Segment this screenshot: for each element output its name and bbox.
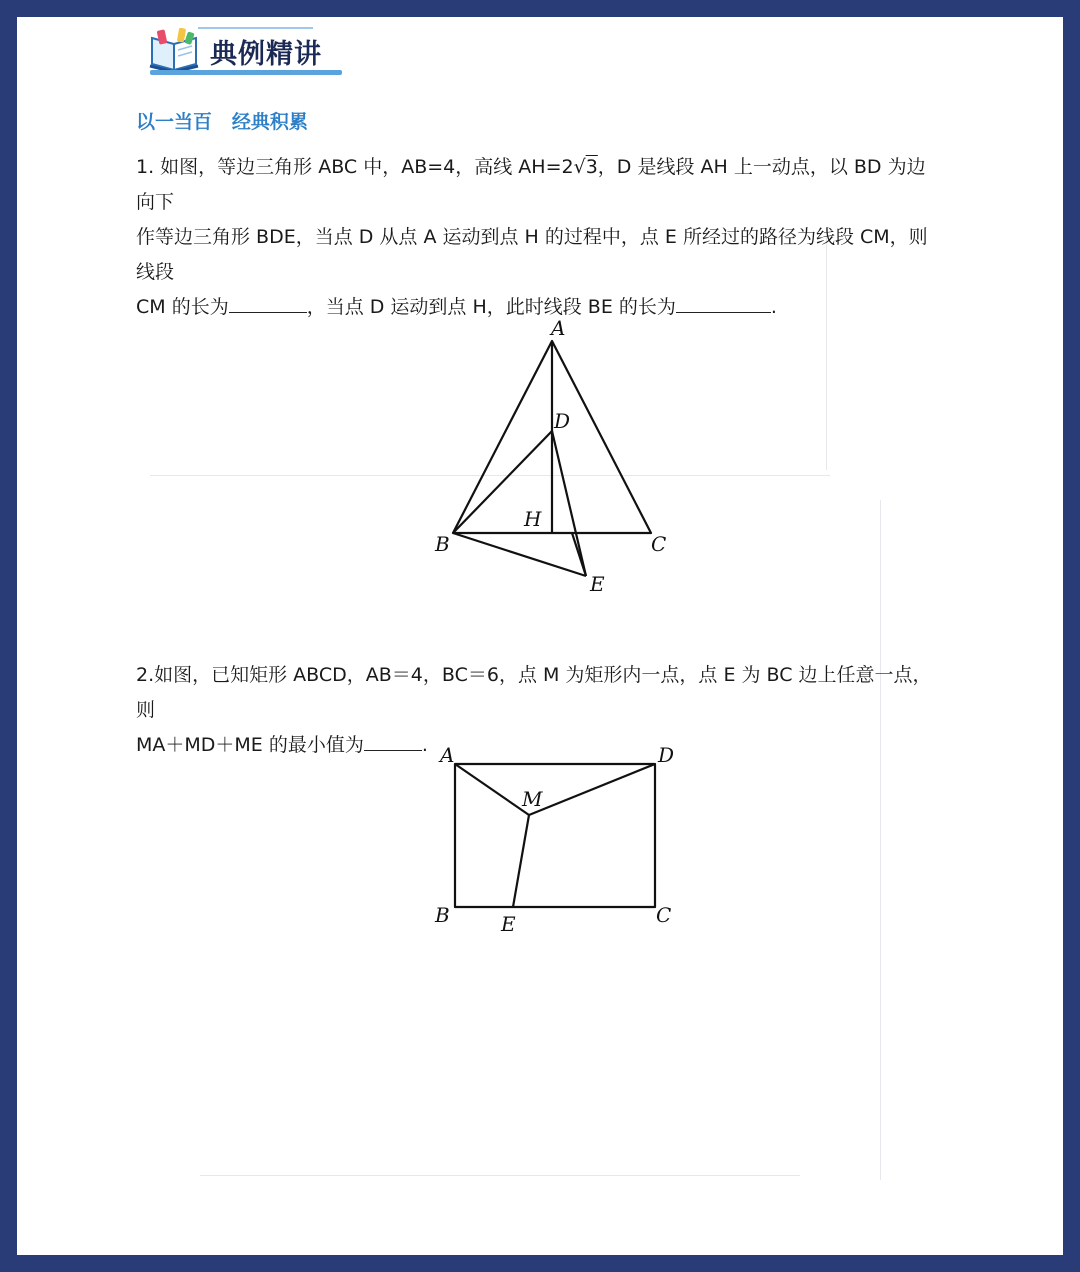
bleed-through-line (880, 500, 881, 1180)
label-e: E (501, 912, 516, 936)
label-a: A (551, 316, 566, 340)
problem-1-text: . (770, 296, 777, 318)
figure-1-triangle (420, 305, 700, 605)
problem-1-line-2: 作等边三角形 BDE，当点 D 从点 A 运动到点 H 的过程中，点 E 所经过的路径为线段 CM，则线段 (136, 226, 928, 283)
problem-1-text: 1. 如图，等边三角形 ABC 中，AB=4，高线 AH=2 (136, 156, 574, 178)
problem-2-text: MA＋MD＋ME 的最小值为 (136, 734, 364, 756)
label-m: M (522, 787, 543, 811)
answer-blank-cm[interactable] (229, 290, 307, 313)
label-c: C (651, 532, 667, 556)
label-e: E (590, 572, 605, 596)
problem-1 (136, 150, 936, 325)
segment-me (513, 815, 529, 907)
problem-2-text: . (421, 734, 428, 756)
figure-2-rectangle (430, 740, 680, 940)
label-c: C (656, 903, 672, 927)
label-d: D (658, 743, 675, 767)
label-d: D (554, 409, 571, 433)
header-decoration (198, 27, 313, 29)
header-title: 典例精讲 (210, 39, 322, 70)
section-label: 以一当百 经典积累 (136, 111, 308, 133)
problem-1-text: ，当点 D 运动到点 H，此时线段 BE 的长为 (306, 296, 676, 318)
problem-1-text: ，D 是线段 AH 上一动点，以 BD 为边向下 (136, 156, 926, 213)
answer-blank-min[interactable] (364, 728, 422, 751)
segment-be (453, 533, 586, 576)
header-underline (150, 70, 342, 75)
segment-he (572, 533, 586, 576)
segment-ma (455, 764, 529, 815)
label-b: B (435, 532, 450, 556)
bleed-through-line (200, 1175, 800, 1176)
label-b: B (435, 903, 450, 927)
book-icon (148, 26, 202, 74)
sqrt-symbol: √ (573, 156, 586, 178)
sqrt-argument: 3 (585, 156, 598, 178)
problem-1-text: CM 的长为 (136, 296, 229, 318)
segment-md (529, 764, 655, 815)
label-h: H (524, 507, 542, 531)
problem-1-line-1 (136, 150, 936, 220)
problem-2-line-1: 2.如图，已知矩形 ABCD，AB＝4，BC＝6，点 M 为矩形内一点，点 E 为 BC 边上任意一点，则 (136, 664, 932, 721)
segment-de (552, 431, 586, 576)
label-a: A (440, 743, 455, 767)
